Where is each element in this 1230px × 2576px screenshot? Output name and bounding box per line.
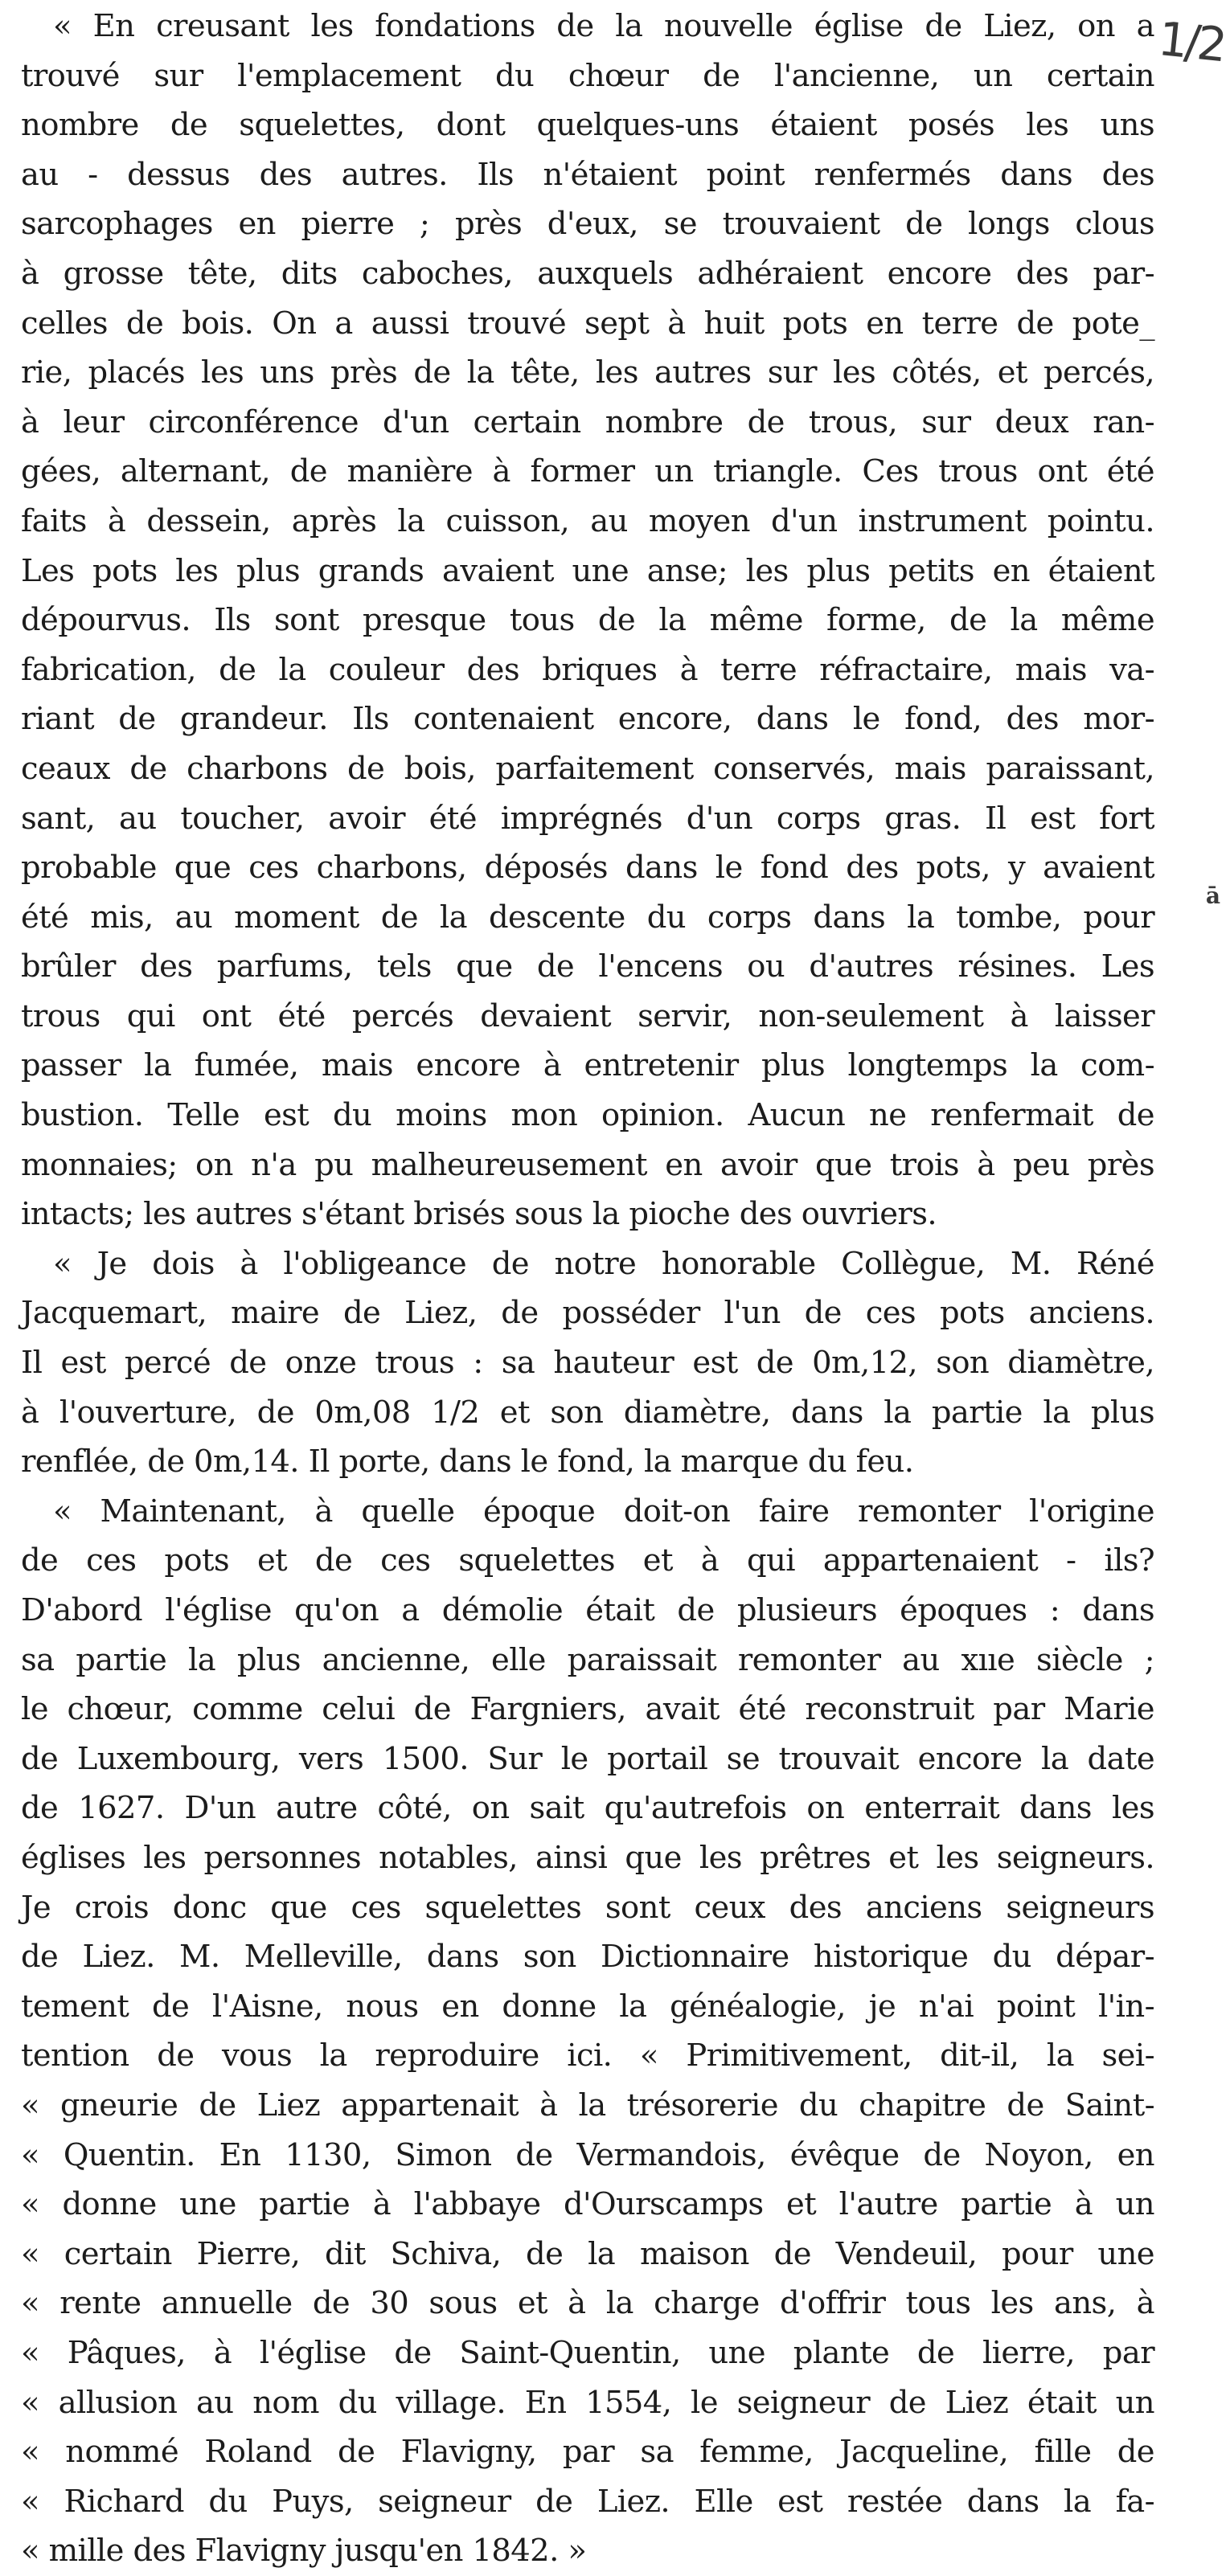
- text-line: monnaies; on n'a pu malheureusement en avoir que trois à peu près: [21, 1146, 1154, 1183]
- text-line: « Maintenant, à quelle époque doit-on faire remonter l'origine: [53, 1493, 1154, 1530]
- text-line: nombre de squelettes, dont quelques-uns étaient posés les uns: [21, 107, 1154, 144]
- text-line: « gneurie de Liez appartenait à la trésorerie du chapitre de Saint-: [21, 2087, 1154, 2123]
- text-line: tement de l'Aisne, nous en donne la généalogie, je n'ai point l'in-: [21, 1988, 1154, 2025]
- text-line: riant de grandeur. Ils contenaient encore, dans le fond, des mor-: [21, 701, 1154, 738]
- text-line: de 1627. D'un autre côté, on sait qu'autrefois on enterrait dans les: [21, 1790, 1154, 1827]
- text-line: renflée, de 0m,14. Il porte, dans le fond, la marque du feu.: [21, 1444, 914, 1480]
- text-line: bustion. Telle est du moins mon opinion. Aucun ne renfermait de: [21, 1097, 1154, 1134]
- text-line: « En creusant les fondations de la nouvelle église de Liez, on a: [53, 8, 1154, 44]
- text-line: probable que ces charbons, déposés dans le fond des pots, y avaient: [21, 850, 1154, 887]
- text-line: été mis, au moment de la descente du corps dans la tombe, pour: [21, 899, 1154, 936]
- text-line: trous qui ont été percés devaient servir, non-seulement à laisser: [21, 997, 1154, 1034]
- text-line: « mille des Flavigny jusqu'en 1842. »: [21, 2533, 587, 2570]
- text-line: « rente annuelle de 30 sous et à la charge d'offrir tous les ans, à: [21, 2285, 1154, 2322]
- text-line: tention de vous la reproduire ici. « Primitivement, dit-il, la sei-: [21, 2037, 1154, 2074]
- text-line: Je crois donc que ces squelettes sont ceux des anciens seigneurs: [21, 1889, 1154, 1926]
- text-line: Jacquemart, maire de Liez, de posséder l'un de ces pots anciens.: [21, 1295, 1154, 1332]
- text-line: de Luxembourg, vers 1500. Sur le portail se trouvait encore la date: [21, 1740, 1154, 1777]
- text-line: au - dessus des autres. Ils n'étaient point renfermés dans des: [21, 156, 1154, 193]
- text-line: « allusion au nom du village. En 1554, le seigneur de Liez était un: [21, 2384, 1154, 2421]
- text-line: « donne une partie à l'abbaye d'Ourscamps et l'autre partie à un: [21, 2186, 1154, 2223]
- text-line: ceaux de charbons de bois, parfaitement conservés, mais paraissant,: [21, 750, 1154, 787]
- text-line: « Pâques, à l'église de Saint-Quentin, une plante de lierre, par: [21, 2334, 1154, 2371]
- text-line: gées, alternant, de manière à former un triangle. Ces trous ont été: [21, 453, 1154, 490]
- text-line: Il est percé de onze trous : sa hauteur est de 0m,12, son diamètre,: [21, 1345, 1154, 1382]
- text-line: de Liez. M. Melleville, dans son Dictionnaire historique du dépar-: [21, 1939, 1154, 1976]
- text-line: « nommé Roland de Flavigny, par sa femme, Jacqueline, fille de: [21, 2434, 1154, 2471]
- text-line: rie, placés les uns près de la tête, les autres sur les côtés, et percés,: [21, 354, 1154, 391]
- text-line: fabrication, de la couleur des briques à terre réfractaire, mais va-: [21, 651, 1154, 688]
- text-line: sant, au toucher, avoir été imprégnés d'un corps gras. Il est fort: [21, 800, 1154, 837]
- text-line: « certain Pierre, dit Schiva, de la maison de Vendeuil, pour une: [21, 2235, 1154, 2272]
- text-line: le chœur, comme celui de Fargniers, avait été reconstruit par Marie: [21, 1691, 1154, 1728]
- text-line: sarcophages en pierre ; près d'eux, se trouvaient de longs clous: [21, 206, 1154, 243]
- text-line: à grosse tête, dits caboches, auxquels adhéraient encore des par-: [21, 255, 1154, 292]
- text-line: passer la fumée, mais encore à entretenir plus longtemps la com-: [21, 1047, 1154, 1084]
- margin-mark: ā: [1205, 883, 1220, 909]
- text-line: de ces pots et de ces squelettes et à qui appartenaient - ils?: [21, 1542, 1154, 1579]
- text-line: « Je dois à l'obligeance de notre honorable Collègue, M. Réné: [53, 1245, 1154, 1282]
- text-line: Les pots les plus grands avaient une anse; les plus petits en étaient: [21, 552, 1154, 589]
- text-line: sa partie la plus ancienne, elle paraissait remonter au xııe siècle ;: [21, 1641, 1154, 1678]
- text-line: « Richard du Puys, seigneur de Liez. Elle est restée dans la fa-: [21, 2483, 1154, 2520]
- text-line: faits à dessein, après la cuisson, au moyen d'un instrument pointu.: [21, 502, 1154, 539]
- text-line: trouvé sur l'emplacement du chœur de l'ancienne, un certain: [21, 57, 1154, 94]
- text-line: à leur circonférence d'un certain nombre de trous, sur deux ran-: [21, 403, 1154, 440]
- text-line: intacts; les autres s'étant brisés sous la pioche des ouvriers.: [21, 1196, 937, 1233]
- folio-annotation: 1/2: [1155, 10, 1227, 73]
- text-line: dépourvus. Ils sont presque tous de la même forme, de la même: [21, 602, 1154, 639]
- text-line: brûler des parfums, tels que de l'encens ou d'autres résines. Les: [21, 948, 1154, 985]
- text-line: D'abord l'église qu'on a démolie était de plusieurs époques : dans: [21, 1592, 1154, 1628]
- text-body: [21, 2, 1154, 2576]
- text-line: « Quentin. En 1130, Simon de Vermandois, évêque de Noyon, en: [21, 2136, 1154, 2173]
- text-line: églises les personnes notables, ainsi que les prêtres et les seigneurs.: [21, 1839, 1154, 1876]
- text-line: celles de bois. On a aussi trouvé sept à huit pots en terre de pote_: [21, 305, 1154, 342]
- text-line: à l'ouverture, de 0m,08 1/2 et son diamètre, dans la partie la plus: [21, 1394, 1154, 1431]
